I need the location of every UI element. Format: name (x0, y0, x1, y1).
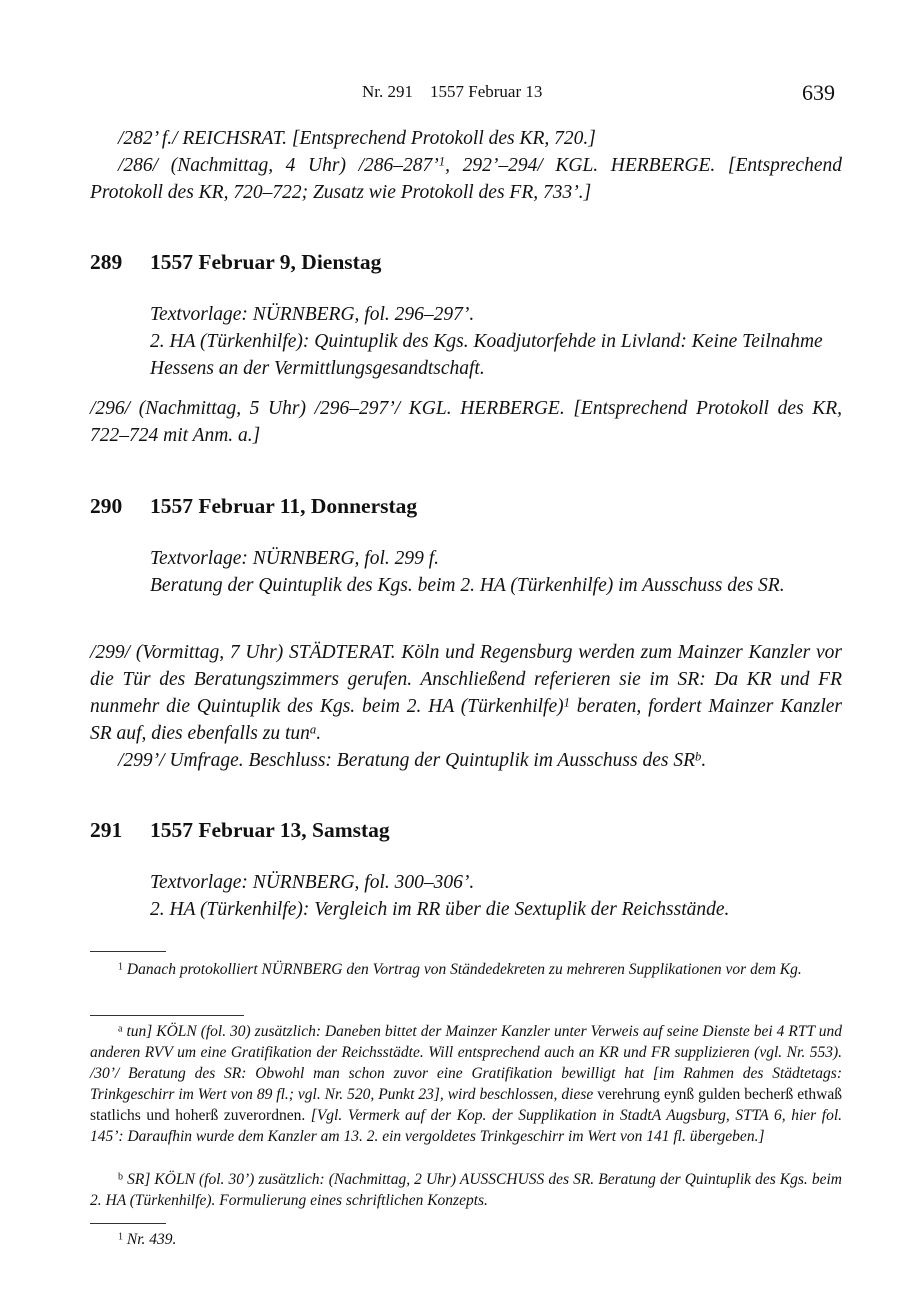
entry-date: 1557 Februar 9, Dienstag (150, 250, 382, 274)
entry-number: 291 (90, 818, 123, 842)
running-head: Nr. 291 1557 Februar 13 (362, 82, 543, 101)
footnote-mark: 1 (118, 1231, 124, 1243)
entry-body-289: /296/ (Nachmittag, 5 Uhr) /296–297’/ KGL. HERBERGE. [Entsprechend Protokoll des KR, 722–724 mit Anm. a.] (90, 398, 842, 446)
intro-continuation (90, 125, 842, 206)
entry-heading-289 (90, 250, 381, 275)
footnote-divider (90, 1223, 166, 1224)
footnote-a: $^a$ tun] KÖLN (fol. 30) zusätzlich: Daneben bittet der Mainzer Kanzler unter Verweis auf seine Dienste bei 4 RTT und anderen RVV um eine Gratifikation der Reichsstädte. Will entsprechend auch an KR und FR supplizieren (vgl. Nr. 553). /30’/ Beratung des SR: Obwohl man schon zuvor eine Gratifikation bewilligt hat [im Rahmen des Städtetags: Trinkgeschirr im Wert von 89 fl.; vgl. Nr. 520, Punkt 23], wird beschlossen, diese verehrung eynß gulden becherß ethwaß statlichs und hoherß zuverordnen. [Vgl. Vermerk auf der Kop. der Supplikation in StadtA Augsburg, STTA 6, hier fol. 145’: Daraufhin wurde dem Kanzler am 13. 2. ein vergoldetes Trinkgeschirr im Wert von 141 fl. übergeben.] (90, 1023, 843, 1145)
entry-heading-291 (90, 818, 390, 843)
footnote-ref: b (695, 749, 702, 764)
source-line: Textvorlage: NÜRNBERG, fol. 300–306’. (150, 872, 475, 893)
footnote-ref-1: $^1$ Nr. 439. (118, 1231, 177, 1248)
entry-date: 1557 Februar 11, Donnerstag (150, 494, 418, 518)
entry-number: 289 (90, 250, 123, 274)
footnote-ref: 1 (563, 695, 570, 710)
footnote-mark: b (118, 1171, 124, 1183)
entry-summary-290 (150, 545, 842, 599)
footnote-mark: a (118, 1023, 123, 1035)
entry-body-290 (90, 639, 842, 774)
footnote-ref: 1 (438, 154, 446, 169)
intro-line-2: /286/ (Nachmittag, 4 Uhr) /286–287’$^1$, 292’–294/ KGL. HERBERGE. [Entsprechend Protokoll des KR, 720–722; Zusatz wie Protokoll des FR, 733’.] (90, 154, 842, 203)
summary-text: 2. HA (Türkenhilfe): Quintuplik des Kgs. Koadjutorfehde in Livland: Keine Teilnahme Hessens an der Vermittlungsgesandtschaft. (150, 331, 823, 379)
entry-heading-290 (90, 494, 417, 519)
source-line: Textvorlage: NÜRNBERG, fol. 299 f. (150, 548, 440, 569)
intro-line-1: /282’ f./ REICHSRAT. [Entsprechend Protokoll des KR, 720.] (118, 128, 596, 149)
summary-text: 2. HA (Türkenhilfe): Vergleich im RR über die Sextuplik der Reichsstände. (150, 899, 730, 920)
entry-date: 1557 Februar 13, Samstag (150, 818, 390, 842)
footnote-mark: 1 (118, 961, 124, 973)
summary-text: Beratung der Quintuplik des Kgs. beim 2. HA (Türkenhilfe) im Ausschuss des SR. (150, 575, 785, 596)
entry-summary-291 (150, 869, 842, 923)
page-number: 639 (802, 80, 835, 105)
quoted-source-text: verehrung eynß gulden becherß ethwaß statlichs und hoherß zuverordnen. (90, 1086, 842, 1124)
running-header (0, 80, 900, 108)
footnote-1: $^1$ Danach protokolliert NÜRNBERG den Vortrag von Ständedekreten zu mehreren Supplikationen vor dem Kg. (118, 961, 802, 978)
body-paragraph: /299/ (Vormittag, 7 Uhr) STÄDTERAT. Köln und Regensburg werden zum Mainzer Kanzler vor die Tür des Beratungszimmers gerufen. Anschließend referieren sie im SR: Da KR und FR nunmehr die Quintuplik des Kgs. beim 2. HA (Türkenhilfe)$^1$ beraten, fordert Mainzer Kanzler SR auf, dies ebenfalls zu tun$^a$. (90, 642, 842, 744)
source-line: Textvorlage: NÜRNBERG, fol. 296–297’. (150, 304, 475, 325)
footnote-divider (90, 951, 166, 952)
body-paragraph: /299’/ Umfrage. Beschluss: Beratung der Quintuplik im Ausschuss des $SR^b$. (118, 749, 707, 771)
footnote-ref: a (309, 722, 317, 737)
footnote-divider (90, 1015, 244, 1016)
entry-summary-289 (150, 301, 842, 382)
entry-number: 290 (90, 494, 123, 518)
footnote-b: $^b$ SR] KÖLN (fol. 30’) zusätzlich: (Nachmittag, 2 Uhr) AUSSCHUSS des SR. Beratung der Quintuplik des Kgs. beim 2. HA (Türkenhilfe). Formulierung eines schriftlichen Konzepts. (90, 1171, 843, 1209)
